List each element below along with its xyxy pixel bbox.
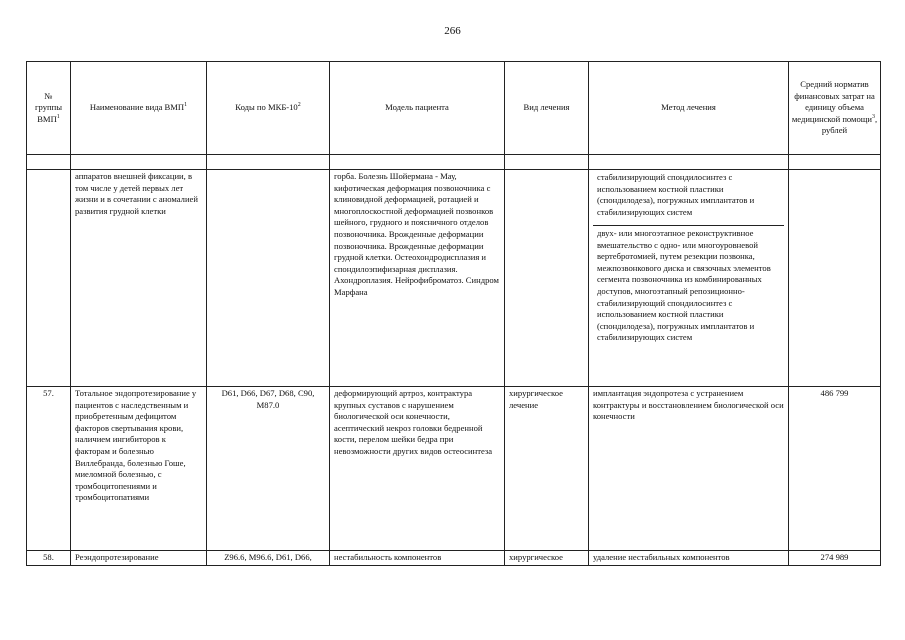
cell-num: 58.: [27, 551, 71, 566]
cell-treatment: хирургическое: [505, 551, 589, 566]
cell-treatment: хирургическое лечение: [505, 387, 589, 551]
header-codes: Коды по МКБ-$10^2$: [207, 62, 330, 155]
cell-method: имплантация эндопротеза с устранением контрактуры и восстановлением биологической оси конечности: [589, 387, 789, 551]
header-num: № группы ВМП$^1$: [27, 62, 71, 155]
method-part-2: двух- или многоэтапное реконструктивное вмешательство с одно- или многоуровневой вертебротомией, путем резекции позвонка, межпозвонкового диска и связочных элементов сегмента позвоночника из комбинированных доступов, многоэтапный репозиционно-стабилизирующий спондилосинтез с использованием костной пластики (спондилодеза), погружных имплантатов и стабилизирующих систем: [597, 228, 771, 343]
header-treatment: Вид лечения: [505, 62, 589, 155]
cell-model: горба. Болезнь Шойермана - Мау, кифотическая деформация позвоночника с клиновидной деформацией, ротацией и многоплоскостной деформацией позвонков шейного, грудного и поясничного отделов позвоночника. Врожденные деформации позвоночника. Врожденные деформации грудной клетки. Остеохондродисплазия и спондилоэпифизарная дисплазия. Ахондроплазия. Нейрофиброматоз. Синдром Марфана: [330, 170, 505, 387]
header-cost: Средний норматив финансовых затрат на единицу объема медицинской помощи$^3$, рублей: [789, 62, 881, 155]
cell-cost: 274 989: [789, 551, 881, 566]
cell-method: [589, 170, 789, 387]
header-num-label: группы ВМП: [35, 102, 62, 124]
cell-num: [27, 170, 71, 387]
table-row: [27, 387, 881, 551]
cell-cost: 486 799: [789, 387, 881, 551]
table-row: [27, 551, 881, 566]
cell-name: Реэндопротезирование: [71, 551, 207, 566]
header-model: Модель пациента: [330, 62, 505, 155]
cell-name: аппаратов внешней фиксации, в том числе у детей первых лет жизни и в сочетании с аномалией развития грудной клетки: [71, 170, 207, 387]
method-part-1: стабилизирующий спондилосинтез с использованием костной пластики (спондилодеза), погружных имплантатов и стабилизирующих систем: [593, 171, 784, 226]
cell-cost: [789, 170, 881, 387]
cell-name: Тотальное эндопротезирование у пациентов с наследственным и приобретенным дефицитом факторов свертывания крови, наличием ингибиторов к факторам и болезнью Виллебранда, болезнью Гоше, миеломной болезнью, с тромбоцитопениями и тромбоцитопатиями: [71, 387, 207, 551]
cell-method: удаление нестабильных компонентов: [589, 551, 789, 566]
cell-model: нестабильность компонентов: [330, 551, 505, 566]
header-name: Наименование вида ВМП$^1$: [71, 62, 207, 155]
cell-treatment: [505, 170, 589, 387]
spacer-row: [27, 155, 881, 170]
cell-codes: [207, 170, 330, 387]
cell-codes: D61, D66, D67, D68, C90, M87.0: [207, 387, 330, 551]
cell-codes: Z96.6, M96.6, D61, D66,: [207, 551, 330, 566]
vmp-table: [26, 61, 881, 566]
page-number: 266: [444, 25, 461, 37]
cell-model: деформирующий артроз, контрактура крупных суставов с нарушением биологической оси конечности, асептический некроз головки бедренной кости, перелом шейки бедра при невозможности других видов остеосинтеза: [330, 387, 505, 551]
header-method: Метод лечения: [589, 62, 789, 155]
header-num-symbol: №: [44, 90, 53, 101]
header-row: [27, 62, 881, 155]
cell-num: 57.: [27, 387, 71, 551]
table-row-continued: [27, 170, 881, 387]
